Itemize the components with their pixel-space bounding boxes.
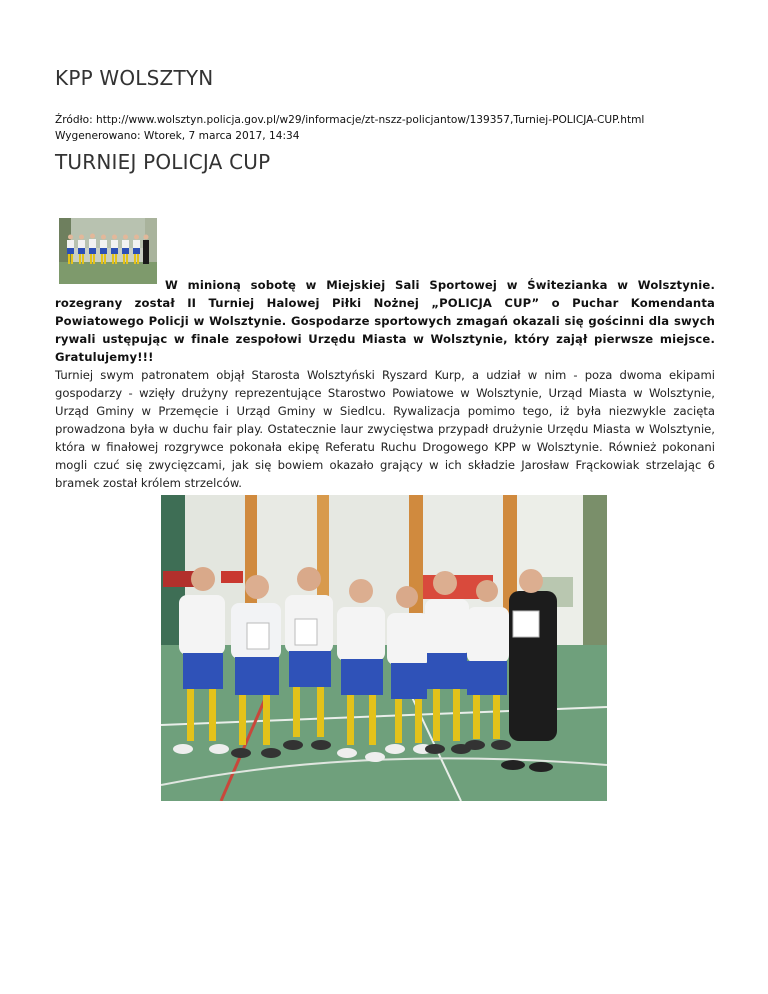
- document-meta: [55, 112, 644, 144]
- article-body: Turniej swym patronatem objął Starosta Wolsztyński Ryszard Kurp, a udział w nim - poza dwoma ekipami gospodarzy - wzięły drużyny reprezentujące Starostwo Powiatowe w Wolsztynie, Urząd Miasta w Wolsztynie, Urząd Gminy w Przemęcie i Urząd Gminy w Siedlcu. Rywalizacja pomimo tego, iż była niezwykle zacięta prowadzona była w duchu fair play. Ostatecznie laur zwycięstwa przypadł drużynie Urzędu Miasta w Wolsztynie, która w finałowej rozgrywce pokonała ekipę Referatu Ruchu Drogowego KPP w Wolsztynie. Również pokonani mogli czuć się zwycięzcami, jak się bowiem okazało grający w ich składzie Jarosław Frąckowiak strzelając 6 bramek został królem strzelców.: [55, 368, 715, 490]
- article-lead: [55, 276, 715, 366]
- thumbnail-photo[interactable]: [59, 218, 157, 284]
- site-title: KPP WOLSZTYN: [55, 66, 214, 90]
- source-line: Źródło: http://www.wolsztyn.policja.gov.pl/w29/informacje/zt-nszz-policjantow/139357,Turniej-POLICJA-CUP.html: [55, 114, 645, 126]
- team-photo[interactable]: [161, 495, 607, 801]
- article-lead-text: W minioną sobotę w Miejskiej Sali Sportowej w Świtezianka w Wolsztynie. rozegrany został II Turniej Halowej Piłki Nożnej „POLICJA CUP” o Puchar Komendanta Powiatowego Policji w Wolsztynie. Gospodarze sportowych zmagań okazali się gościnni dla swych rywali ustępując w finale zespołowi Urzędu Miasta w Wolsztynie, który zajął pierwsze miejsce. Gratulujemy!!!: [55, 278, 715, 364]
- generated-line: Wygenerowano: Wtorek, 7 marca 2017, 14:34: [55, 130, 300, 142]
- article-title: TURNIEJ POLICJA CUP: [55, 150, 271, 174]
